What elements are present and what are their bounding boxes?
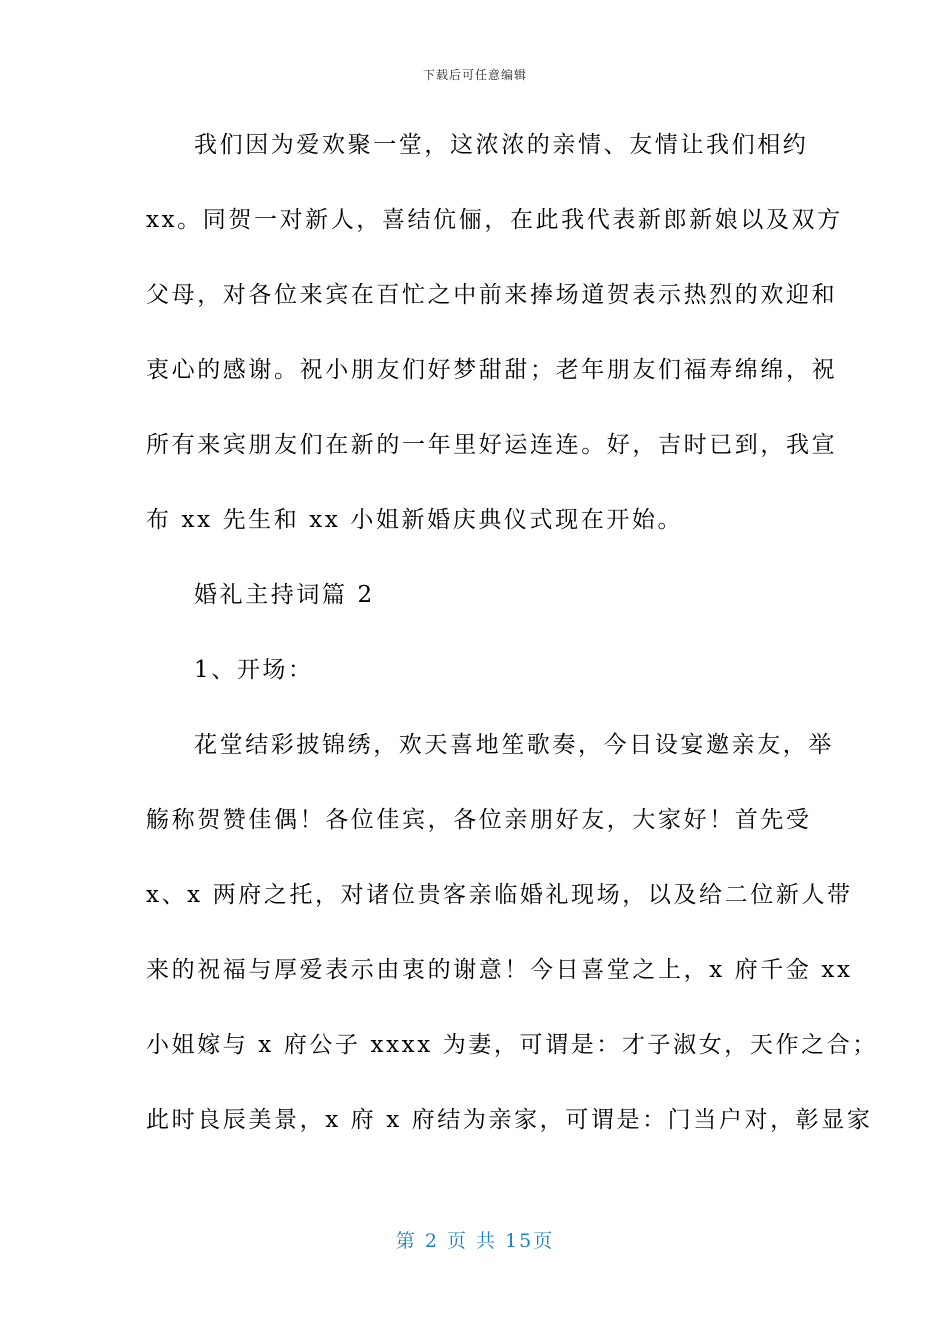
paragraph-line: 觞称贺赞佳偶！各位佳宾，各位亲朋好友，大家好！首先受 (146, 807, 812, 833)
paragraph-line: 父母，对各位来宾在百忙之中前来捧场道贺表示热烈的欢迎和 (146, 282, 838, 308)
page-number: 第 2 页 共 15页 (395, 1230, 555, 1252)
paragraph-line: 所有来宾朋友们在新的一年里好运连连。好，吉时已到，我宣 (146, 432, 838, 458)
paragraph-line: 衷心的感谢。祝小朋友们好梦甜甜；老年朋友们福寿绵绵，祝 (146, 357, 838, 383)
paragraph-line: x、x 两府之托，对诸位贵客亲临婚礼现场，以及给二位新人带 (146, 882, 853, 908)
subsection-heading: 1、开场： (194, 657, 314, 683)
section-heading: 婚礼主持词篇 2 (194, 582, 375, 608)
paragraph-line: xx。同贺一对新人，喜结伉俪，在此我代表新郎新娘以及双方 (146, 207, 843, 233)
paragraph-line: 花堂结彩披锦绣，欢天喜地笙歌奏，今日设宴邀亲友，举 (194, 732, 834, 758)
paragraph-line: 来的祝福与厚爱表示由衷的谢意！今日喜堂之上，x 府千金 xx (146, 957, 853, 983)
page-footer (0, 1226, 950, 1253)
paragraph-line: 我们因为爱欢聚一堂，这浓浓的亲情、友情让我们相约 (194, 132, 809, 158)
paragraph-line: 布 xx 先生和 xx 小姐新婚庆典仪式现在开始。 (146, 507, 684, 533)
paragraph-line: 小姐嫁与 x 府公子 xxxx 为妻，可谓是：才子淑女，天作之合； (146, 1032, 878, 1058)
paragraph-line: 此时良辰美景，x 府 x 府结为亲家，可谓是：门当户对，彰显家 (146, 1107, 873, 1133)
body-text (146, 126, 878, 1176)
header-note: 下载后可任意编辑 (422, 68, 527, 82)
